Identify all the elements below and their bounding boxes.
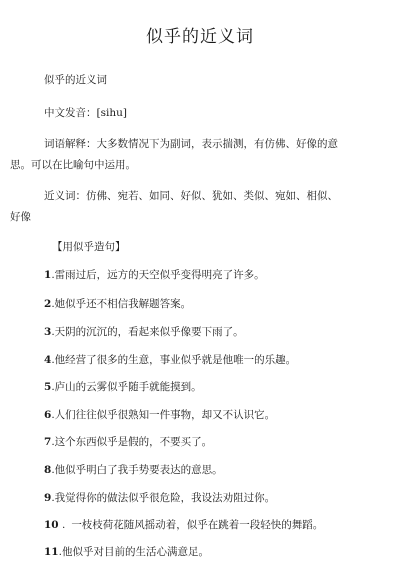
synonyms-line-2: 好像: [10, 211, 31, 223]
example-number: 9: [44, 492, 52, 504]
example-sentence: 5.庐山的云雾似乎随手就能摸到。: [44, 381, 202, 393]
example-sentence: 6.人们往往似乎很熟知一件事物，却又不认识它。: [44, 409, 276, 421]
example-sentence: 4.他经营了很多的生意，事业似乎就是他唯一的乐趣。: [44, 354, 297, 366]
example-number: 8: [44, 464, 52, 476]
example-text: 庐山的云雾似乎随手就能摸到。: [54, 381, 202, 393]
example-number: 2: [44, 298, 52, 310]
example-number: 4: [44, 354, 52, 366]
example-text: 我觉得你的做法似乎很危险，我设法劝阻过你。: [54, 492, 276, 504]
example-sentence: 11.他似乎对目前的生活心满意足。: [44, 546, 209, 558]
example-text: 他经营了很多的生意，事业似乎就是他唯一的乐趣。: [54, 354, 297, 366]
example-sentence: 9.我觉得你的做法似乎很危险，我设法劝阻过你。: [44, 492, 276, 504]
example-text: 他似乎明白了我手势要表达的意思。: [54, 464, 223, 476]
example-sentence: 7.这个东西似乎是假的，不要买了。: [44, 436, 213, 448]
example-sentence: 10 . 一枝枝荷花随风摇动着，似乎在跳着一段轻快的舞蹈。: [44, 519, 324, 531]
example-text: 他似乎对目前的生活心满意足。: [61, 546, 209, 558]
page-title: 似乎的近义词: [146, 27, 254, 47]
example-number: 11: [44, 546, 59, 558]
example-number: 10: [44, 519, 59, 531]
example-sentence: 8.他似乎明白了我手势要表达的意思。: [44, 464, 223, 476]
example-text: 这个东西似乎是假的，不要买了。: [54, 436, 213, 448]
example-number: 1: [44, 269, 52, 281]
subtitle: 似乎的近义词: [44, 74, 107, 86]
explanation-line-2: 思。可以在比喻句中运用。: [10, 159, 136, 171]
example-text: 一枝枝荷花随风摇动着，似乎在跳着一段轻快的舞蹈。: [71, 519, 324, 531]
explanation-line-1: 词语解释：大多数情况下为副词，表示揣测，有仿佛、好像的意: [44, 138, 338, 150]
example-sentence: 2.她似乎还不相信我解题答案。: [44, 298, 192, 310]
example-number: 5: [44, 381, 52, 393]
example-sentence: 3.天阴的沉沉的，看起来似乎像要下雨了。: [44, 326, 244, 338]
example-number: 7: [44, 436, 52, 448]
synonyms-line-1: 近义词：仿佛、宛若、如同、好似、犹如、类似、宛如、相似、: [44, 190, 338, 202]
example-text: 天阴的沉沉的，看起来似乎像要下雨了。: [54, 326, 244, 338]
section-header: 【用似乎造句】: [52, 241, 126, 253]
example-number: 3: [44, 326, 52, 338]
example-text: 人们往往似乎很熟知一件事物，却又不认识它。: [54, 409, 276, 421]
example-text: 雷雨过后，远方的天空似乎变得明亮了许多。: [54, 269, 265, 281]
pronunciation: 中文发音：[sihu]: [44, 107, 127, 119]
example-text: 她似乎还不相信我解题答案。: [54, 298, 192, 310]
example-sentence: 1.雷雨过后，远方的天空似乎变得明亮了许多。: [44, 269, 265, 281]
example-number: 6: [44, 409, 52, 421]
